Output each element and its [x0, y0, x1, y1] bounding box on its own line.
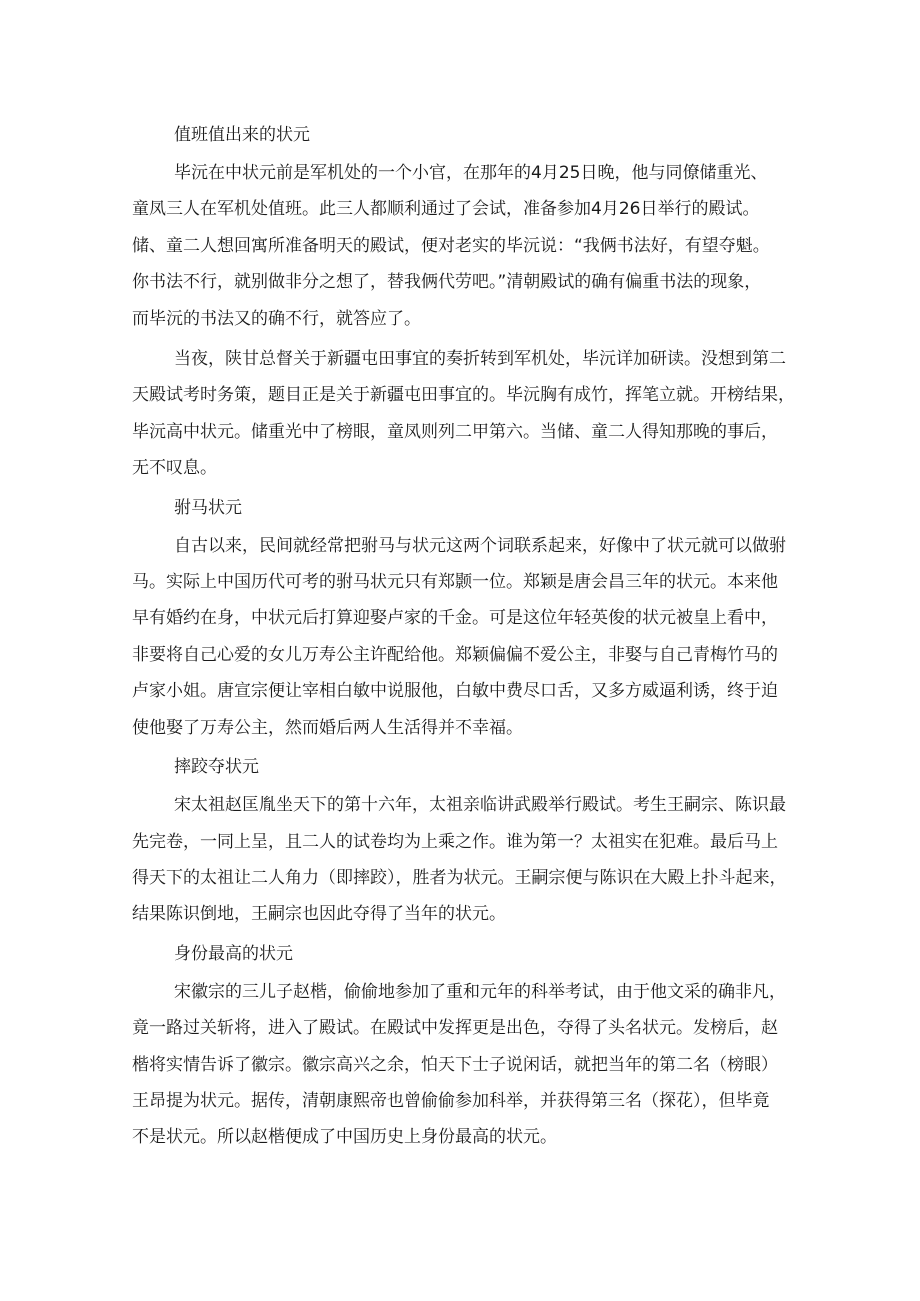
text-line: 当夜，陕甘总督关于新疆屯田事宜的奏折转到军机处，毕沅详加研读。没想到第二 — [174, 349, 786, 370]
text-line: 使他娶了万寿公主，然而婚后两人生活得并不幸福。 — [132, 717, 523, 738]
text-line: 自古以来，民间就经常把驸马与状元这两个词联系起来，好像中了状元就可以做驸 — [174, 535, 786, 556]
text-line: 楷将实情告诉了徽宗。徽宗高兴之余，怕天下士子说闲话，就把当年的第二名（榜眼） — [132, 1054, 778, 1075]
section-heading: 驸马状元 — [174, 497, 242, 518]
text-line: 而毕沅的书法又的确不行，就答应了。 — [132, 308, 421, 329]
section-heading: 身份最高的状元 — [174, 943, 293, 964]
text-line: 储、童二人想回寓所准备明天的殿试，便对老实的毕沅说：“我俩书法好，有望夺魁。 — [132, 235, 770, 256]
paragraph — [132, 528, 792, 746]
text-line: 宋太祖赵匡胤坐天下的第十六年，太祖亲临讲武殿举行殿试。考生王嗣宗、陈识最 — [174, 795, 786, 816]
section-heading: 值班值出来的状元 — [174, 125, 310, 145]
text-line: 得天下的太祖让二人角力（即摔跤），胜者为状元。王嗣宗便与陈识在大殿上扑斗起来， — [132, 867, 787, 888]
section-heading: 摔跤夺状元 — [174, 757, 259, 778]
text-line: 马。实际上中国历代可考的驸马状元只有郑颢一位。郑颖是唐会昌三年的状元。本来他 — [132, 572, 778, 593]
text-line: 天殿试考时务策，题目正是关于新疆屯田事宜的。毕沅胸有成竹，挥笔立就。开榜结果， — [132, 385, 795, 406]
text-line: 先完卷，一同上呈，且二人的试卷均为上乘之作。谁为第一？太祖实在犯难。最后马上 — [132, 831, 778, 852]
text-line: 王昂提为状元。据传，清朝康熙帝也曾偷偷参加科举，并获得第三名（探花），但毕竟 — [132, 1090, 770, 1111]
text-line: 你书法不行，就别做非分之想了，替我俩代劳吧。”清朝殿试的确有偏重书法的现象， — [132, 272, 762, 293]
text-line: 毕沅高中状元。储重光中了榜眼，童凤则列二甲第六。当储、童二人得知那晚的事后， — [132, 421, 778, 442]
text-line: 竟一路过关斩将，进入了殿试。在殿试中发挥更是出色，夺得了头名状元。发榜后，赵 — [132, 1018, 778, 1039]
text-line: 宋徽宗的三儿子赵楷，偷偷地参加了重和元年的科举考试，由于他文采的确非凡， — [174, 981, 786, 1002]
paragraph — [132, 974, 792, 1156]
article-body — [132, 118, 795, 1160]
text-line: 早有婚约在身，中状元后打算迎娶卢家的千金。可是这位年轻英俊的状元被皇上看中， — [132, 608, 778, 629]
text-line: 毕沅在中状元前是军机处的一个小官，在那年的4月25日晚，他与同僚储重光、 — [174, 163, 768, 183]
text-line: 结果陈识倒地，王嗣宗也因此夺得了当年的状元。 — [132, 904, 506, 925]
text-line: 无不叹息。 — [132, 458, 217, 479]
text-line: 非要将自己心爱的女儿万寿公主许配给他。郑颖偏偏不爱公主，非娶与自己青梅竹马的 — [132, 644, 778, 665]
text-line: 童凤三人在军机处值班。此三人都顺利通过了会试，准备参加4月26日举行的殿试。 — [132, 199, 760, 220]
text-line: 不是状元。所以赵楷便成了中国历史上身份最高的状元。 — [132, 1127, 557, 1148]
text-line: 卢家小姐。唐宣宗便让宰相白敏中说服他，白敏中费尽口舌，又多方威逼利诱，终于迫 — [132, 681, 778, 702]
paragraph — [132, 155, 792, 337]
paragraph — [132, 787, 792, 933]
paragraph — [132, 341, 795, 487]
